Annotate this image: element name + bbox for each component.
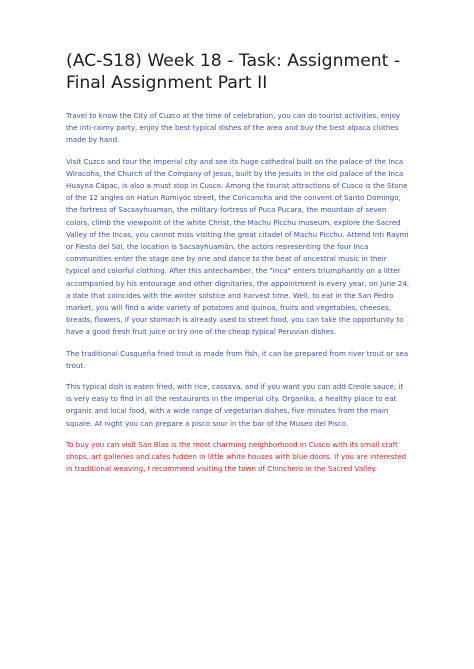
paragraph-shopping: To buy you can visit San Blas is the most charming neighborhood in Cusco with its small craft shops, art galleries and cafes hidden in little white houses with blue doors. If you are interested in traditional weaving, I recommend visiting the town of Chinchero in the Sacred Valley. [66, 439, 407, 474]
paragraph-dining: This typical dish is eaten fried, with rice, cassava, and if you want you can add Creole sauce, it is very easy to find in all the restaurants in the imperial city. Organika, a healthy place to eat organic and local food, with a wide range of vegetarian dishes, five minutes from the main square. At night you can prepare a pisco sour in the bar of the Museo del Pisco. [66, 382, 404, 428]
paragraph-intro: Travel to know the City of Cuzco at the time of celebration, you can do tourist activities, enjoy the inti-raimy party, enjoy the best typical dishes of the area and buy the best alpaca clothes made by hand. [66, 111, 401, 145]
paragraph-trout: The traditional Cusqueña fried trout is made from fish, it can be prepared from river trout or sea trout. [66, 348, 409, 370]
paragraph-tour: Visit Cuzco and tour the imperial city and see its huge cathedral built on the palace of the Inca Wiracoha, the Church of the Company of Jesus, built by the Jesuits in the old palace of the Inca Huayna Cápac, is also a must stop in Cusco. Among the tourist attractions of Cusco is the Stone of the 12 angles on Hatun Rumiyoc street, the Coricancha and the convent of Santo Domingo, the fortress of Sacsayhuaman, the military fortress of Puca Pucara, the mountain of seven colors, climb the viewpoint of the white Christ, the Machu Picchu museum, explore the Sacred Valley of the Incas, you cannot miss visiting the great citadel of Machu Picchu. Attend Inti Raymi or Fiesta del Sol, the location is Sacsayhuamán, the actors representing the four Inca communities enter the stage one by one and dance to the beat of ancestral music in their typical and colorful clothing. After this antechamber, the "Inca" enters triumphantly on a litter accompanied by his entourage and other dignitaries, the appointment is every year, on June 24, a date that coincides with the winter solstice and harvest time. Well, to eat in the San Pedro market, you will find a wide variety of potatoes and quinoa, fruits and vegetables, cheeses, breads, flowers, if your stomach is already used to street food, you can take the opportunity to have a good fresh fruit juice or try one of the cheap typical Peruvian dishes. [66, 156, 410, 337]
document-title: (AC-S18) Week 18 - Task: Assignment - Final Assignment Part II [66, 51, 401, 93]
document-content [66, 50, 410, 484]
